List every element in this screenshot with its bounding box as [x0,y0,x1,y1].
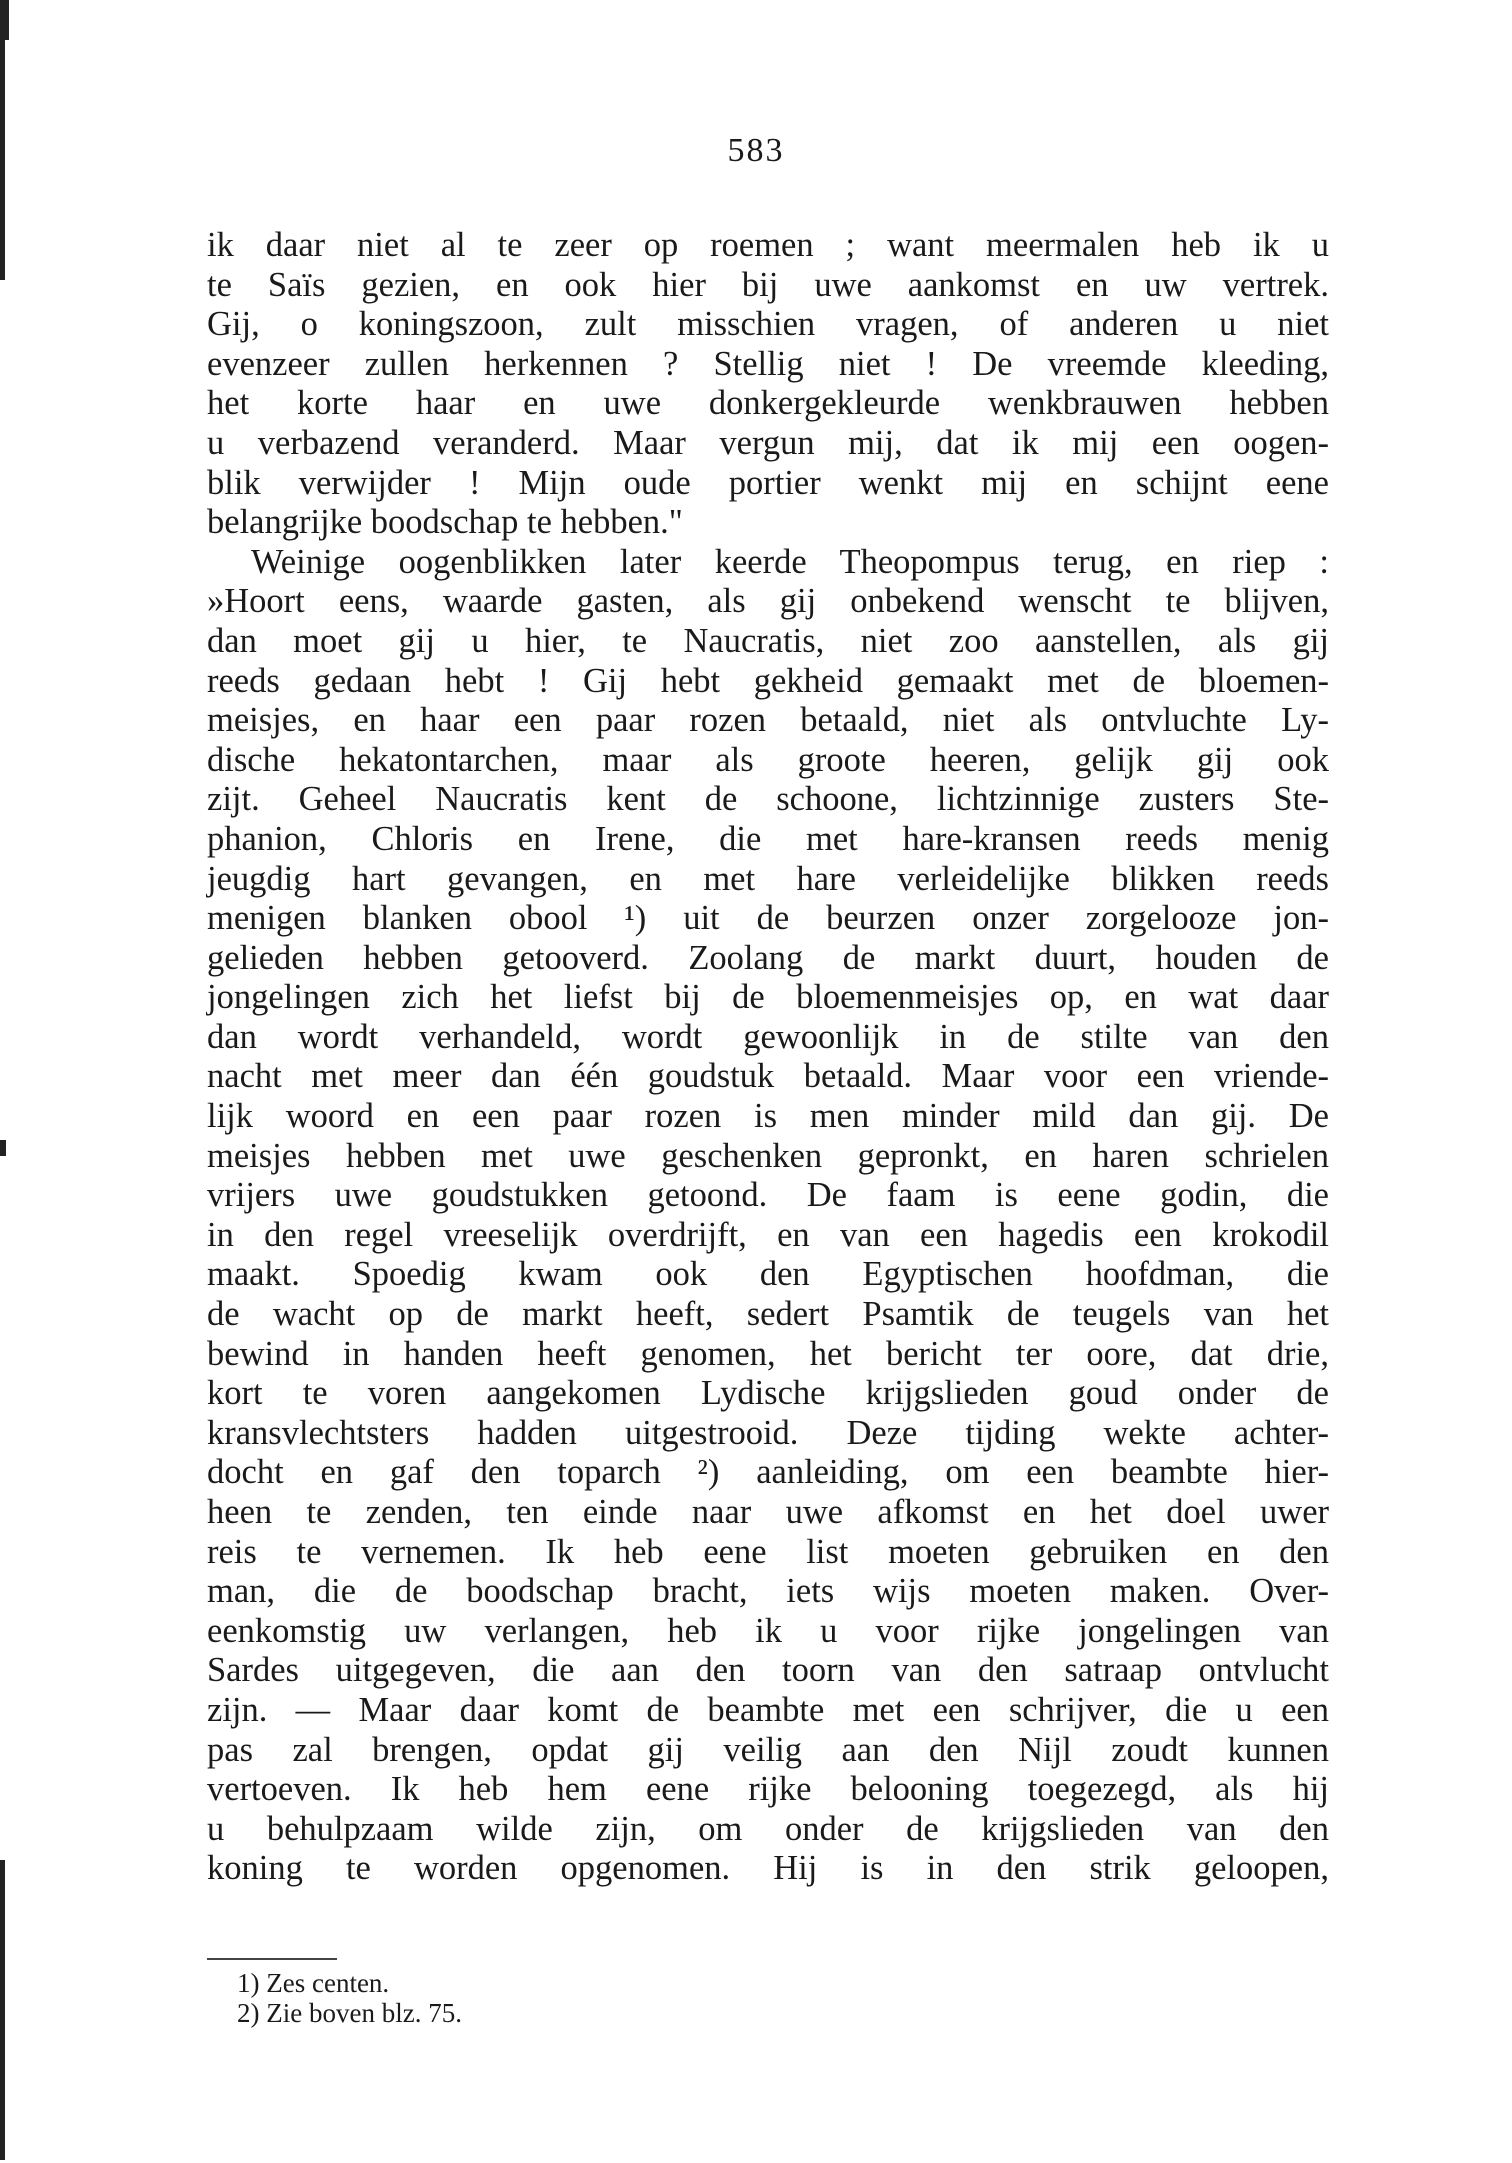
text-line: reeds gedaan hebt ! Gij hebt gekheid gemaakt met de bloemen- [207,661,1329,700]
text-line: blik verwijder ! Mijn oude portier wenkt mij en schijnt eene [207,463,1329,502]
scan-edge-mark [0,1860,5,2160]
text-line: te Saïs gezien, en ook hier bij uwe aankomst en uw vertrek. [207,265,1329,304]
text-line: dan moet gij u hier, te Naucratis, niet zoo aanstellen, als gij [207,621,1329,660]
page-number: 583 [727,132,785,169]
text-line: in den regel vreeselijk overdrijft, en van een hagedis een krokodil [207,1215,1329,1254]
text-line: zijt. Geheel Naucratis kent de schoone, lichtzinnige zusters Ste- [207,780,1329,819]
scan-edge-mark [0,1140,6,1156]
text-line: heen te zenden, ten einde naar uwe afkomst en het doel uwer [207,1493,1329,1531]
text-line: phanion, Chloris en Irene, die met hare-kransen reeds menig [207,819,1329,858]
text-line: nacht met meer dan één goudstuk betaald. Maar voor een vriende- [207,1057,1329,1096]
text-line: jeugdig hart gevangen, en met hare verleidelijke blikken reeds [207,859,1329,898]
text-line: zijn. — Maar daar komt de beambte met een schrijver, die u een [207,1690,1329,1729]
footnote-divider [207,1958,337,1960]
text-line: u behulpzaam wilde zijn, om onder de krijgslieden van den [207,1809,1329,1848]
text-line: lijk woord en een paar rozen is men minder mild dan gij. De [207,1097,1329,1136]
text-line: dan wordt verhandeld, wordt gewoonlijk in de stilte van den [207,1017,1329,1056]
text-line: »Hoort eens, waarde gasten, als gij onbekend wenscht te blijven, [207,582,1329,621]
text-line: Sardes uitgegeven, die aan den toorn van den satraap ontvlucht [207,1651,1329,1690]
text-line: de wacht op de markt heeft, sedert Psamtik de teugels van het [207,1295,1329,1334]
text-line: jongelingen zich het liefst bij de bloemenmeisjes op, en wat daar [207,978,1329,1017]
text-line: bewind in handen heeft genomen, het bericht ter oore, dat drie, [207,1334,1329,1373]
text-line: ik daar niet al te zeer op roemen ; want meermalen heb ik u [207,226,1329,264]
text-line: Gij, o koningszoon, zult misschien vragen, of anderen u niet [207,305,1329,344]
text-line: vertoeven. Ik heb hem eene rijke belooning toegezegd, als hij [207,1770,1329,1809]
text-line: dische hekatontarchen, maar als groote heeren, gelijk gij ook [207,740,1329,779]
text-line: meisjes, en haar een paar rozen betaald, niet als ontvluchte Ly- [207,701,1329,740]
text-line: belangrijke boodschap te hebben." [207,503,683,542]
footnote: 2) Zie boven blz. 75. [237,1998,462,2028]
text-line: evenzeer zullen herkennen ? Stellig niet ! De vreemde kleeding, [207,344,1329,383]
text-line: man, die de boodschap bracht, iets wijs moeten maken. Over- [207,1572,1329,1611]
text-line: het korte haar en uwe donkergekleurde wenkbrauwen hebben [207,384,1329,423]
footnote: 1) Zes centen. [237,1968,390,1998]
text-line: maakt. Spoedig kwam ook den Egyptischen hoofdman, die [207,1255,1329,1294]
text-line: menigen blanken obool ¹) uit de beurzen onzer zorgelooze jon- [207,899,1329,938]
text-line: vrijers uwe goudstukken getoond. De faam is eene godin, die [207,1176,1329,1215]
text-line: eenkomstig uw verlangen, heb ik u voor rijke jongelingen van [207,1611,1329,1650]
text-line: docht en gaf den toparch ²) aanleiding, om een beambte hier- [207,1453,1329,1492]
text-line: kransvlechtsters hadden uitgestrooid. Deze tijding wekte achter- [207,1413,1329,1452]
text-line: pas zal brengen, opdat gij veilig aan den Nijl zoudt kunnen [207,1730,1329,1769]
text-line: kort te voren aangekomen Lydische krijgslieden goud onder de [207,1374,1329,1413]
body-text [207,226,1329,1889]
text-line: gelieden hebben getooverd. Zoolang de markt duurt, houden de [207,938,1329,977]
scan-edge-mark [0,0,9,40]
text-line: meisjes hebben met uwe geschenken gepronkt, en haren schrielen [207,1136,1329,1175]
text-line: Weinige oogenblikken later keerde Theopompus terug, en riep : [251,542,1329,581]
text-line: reis te vernemen. Ik heb eene list moeten gebruiken en den [207,1532,1329,1571]
footnotes [237,1968,462,2028]
text-line: koning te worden opgenomen. Hij is in den strik geloopen, [207,1849,1329,1888]
text-line: u verbazend veranderd. Maar vergun mij, dat ik mij een oogen- [207,423,1329,462]
